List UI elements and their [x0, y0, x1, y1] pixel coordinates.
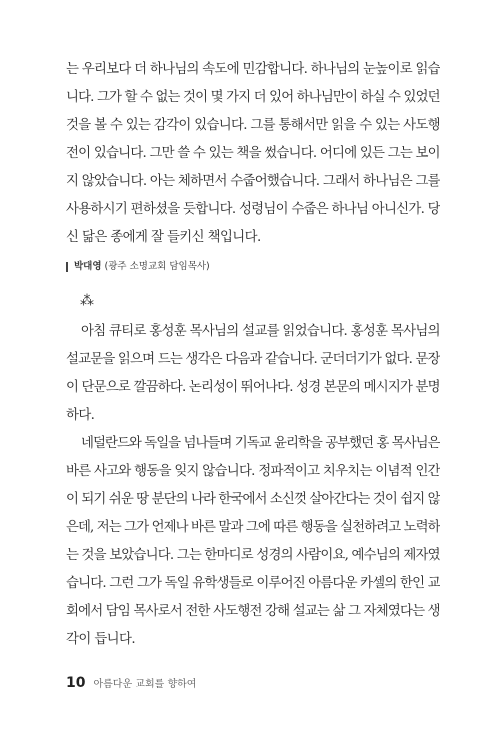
- text-line: 이 단문으로 깔끔하다. 논리성이 뛰어나다. 성경 본문의 메시지가 분명: [66, 380, 440, 395]
- text-line: 는 것을 보았습니다. 그는 한마디로 성경의 사람이요, 예수님의 제자였: [66, 548, 440, 563]
- text-line: 이 되기 쉬운 땅 분단의 나라 한국에서 소신껏 살아간다는 것이 쉽지 않: [66, 492, 440, 507]
- text-line: 하다.: [66, 408, 95, 423]
- attribution: [66, 258, 210, 276]
- text-line: 것을 볼 수 있는 감각이 있습니다. 그를 통해서만 읽을 수 있는 사도행: [66, 118, 440, 133]
- text-line: 신 닮은 종에게 잘 들키신 책입니다.: [66, 230, 261, 245]
- text-line: 지 않았습니다. 아는 체하면서 수줍어했습니다. 그래서 하나님은 그를: [66, 174, 440, 189]
- text-line: 전이 있습니다. 그만 쓸 수 있는 책을 썼습니다. 어디에 있든 그는 보이: [66, 146, 440, 161]
- text-line: 는 우리보다 더 하나님의 속도에 민감합니다. 하나님의 눈높이로 읽습: [66, 62, 440, 77]
- page-footer: [66, 675, 196, 695]
- page-number: 10: [66, 675, 86, 691]
- text-line: 설교문을 읽으며 드는 생각은 다음과 같습니다. 군더더기가 없다. 문장: [66, 352, 440, 367]
- attribution-bar-icon: [66, 262, 68, 272]
- attribution-name: 박대영: [74, 261, 102, 272]
- attribution-role: (광주 소명교회 담임목사): [104, 261, 210, 272]
- text-line: 바른 사고와 행동을 잊지 않습니다. 정파적이고 치우치는 이념적 인간: [66, 464, 440, 479]
- section-ornament-icon: ⁂: [80, 293, 94, 309]
- text-line: 사용하시기 편하셨을 듯합니다. 성령님이 수줍은 하나님 아니신가. 당: [66, 202, 440, 217]
- text-line: 회에서 담임 목사로서 전한 사도행전 강해 설교는 삶 그 자체였다는 생: [66, 604, 440, 619]
- book-title: 아름다운 교회를 향하여: [93, 679, 197, 690]
- text-line: 각이 듭니다.: [66, 632, 135, 647]
- text-line: 습니다. 그런 그가 독일 유학생들로 이루어진 아름다운 카셀의 한인 교: [66, 576, 440, 591]
- text-line: 네덜란드와 독일을 넘나들며 기독교 윤리학을 공부했던 홍 목사님은: [81, 436, 440, 451]
- text-line: 니다. 그가 할 수 없는 것이 몇 가지 더 있어 하나님만이 하실 수 있었던: [66, 90, 440, 105]
- text-line: 은데, 저는 그가 언제나 바른 말과 그에 따른 행동을 실천하려고 노력하: [66, 520, 440, 535]
- text-line: 아침 큐티로 홍성훈 목사님의 설교를 읽었습니다. 홍성훈 목사님의: [81, 324, 440, 339]
